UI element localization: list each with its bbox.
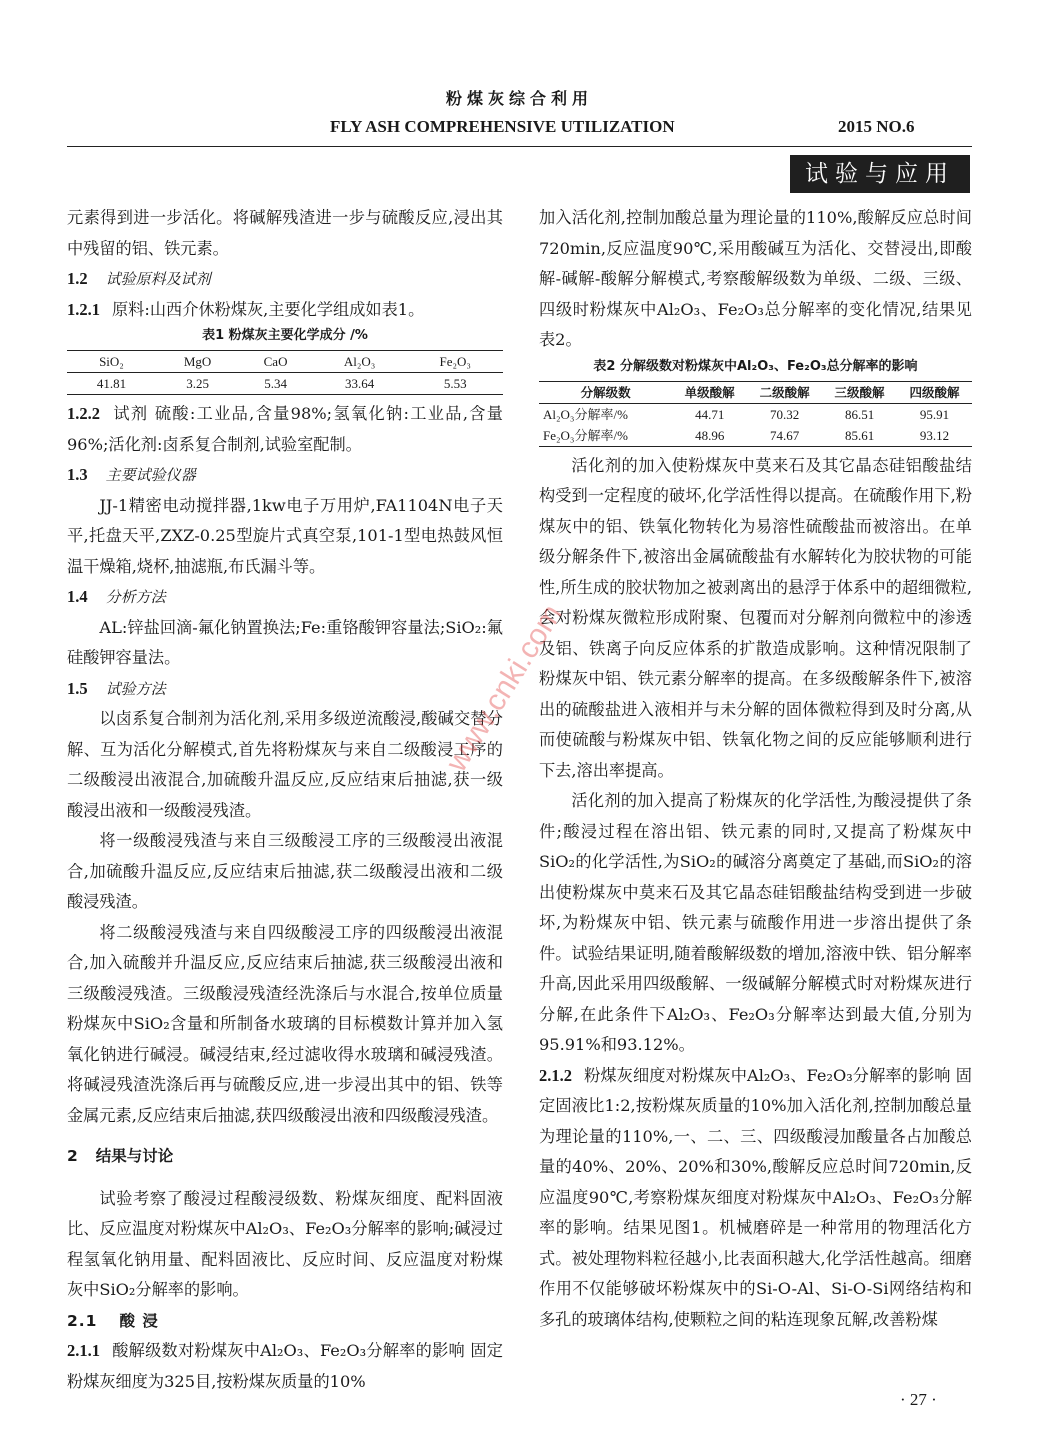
table-cell: 44.71 <box>695 406 725 422</box>
table-cell: 5.34 <box>264 376 287 391</box>
table-header: Fe₂O₃ <box>407 351 503 373</box>
table2 <box>539 381 972 447</box>
journal-title-en: FLY ASH COMPREHENSIVE UTILIZATION <box>330 117 675 136</box>
paragraph: 试验考察了酸浸过程酸浸级数、粉煤灰细度、配料固液比、反应温度对粉煤灰中Al₂O₃、Fe₂O₃分解率的影响;碱浸过程氢氧化钠用量、配料固液比、反应时间、反应温度对粉煤灰中SiO₂分解率的影响。 <box>67 1188 503 1299</box>
paragraph: 将一级酸浸残渣与来自三级酸浸工序的三级酸浸出液混合,加硫酸升温反应,反应结束后抽滤,获二级酸浸出液和二级酸浸残渣。 <box>67 831 503 911</box>
watermark: www.cnki.com <box>440 598 569 778</box>
table2-caption: 表2 分解级数对粉煤灰中Al₂O₃、Fe₂O₃总分解率的影响 <box>593 358 918 374</box>
table-row <box>539 403 972 425</box>
table-cell: 95.91 <box>919 406 950 422</box>
section-heading: 1.3 主要试验仪器 <box>67 465 196 484</box>
section-heading: 1.4 分析方法 <box>67 587 166 606</box>
right-column <box>539 203 972 1335</box>
page-number: · 27 · <box>900 1390 937 1409</box>
table-cell: 33.64 <box>344 376 375 391</box>
section-heading: 2.1 酸 浸 <box>67 1311 159 1330</box>
paragraph: 元素得到进一步活化。将碱解残渣进一步与硫酸反应,浸出其中残留的铝、铁元素。 <box>67 208 503 258</box>
paragraph: AL:锌盐回滴-氟化钠置换法;Fe:重铬酸钾容量法;SiO₂:氟硅酸钾容量法。 <box>67 617 503 667</box>
journal-title-cn: 粉煤灰综合利用 <box>445 89 593 108</box>
subsection: 1.2.1 原料:山西介休粉煤灰,主要化学组成如表1。 <box>67 299 425 319</box>
subsection: 2.1.2 粉煤灰细度对粉煤灰中Al₂O₃、Fe₂O₃分解率的影响 固定固液比1:2,按粉煤灰质量的10%加入活化剂,控制加酸总量为理论量的110%,一、二、三、四级酸浸加酸量各占加酸总量的40%、20%、20%和30%,酸解反应总时间720min,反应温度90℃,考察粉煤灰细度对粉煤灰中Al₂O₃、Fe₂O₃分解率的影响。结果见图1。机械磨碎是一种常用的物理活化方式。被处理物料粒径越小,比表面积越大,化学活性越高。细磨作用不仅能够破坏粉煤灰中的Si-O-Al、Si-O-Si网络结构和多孔的玻璃体结构,使颗粒之间的粘连现象瓦解,改善粉煤 <box>539 1065 972 1329</box>
table-header: 二级酸解 <box>747 381 822 403</box>
table-cell: Fe₂O₃分解率/% <box>543 427 628 443</box>
section-heading: 1.5 试验方法 <box>67 678 166 698</box>
paragraph: 活化剂的加入提高了粉煤灰的化学活性,为酸浸提供了条件;酸浸过程在溶出铝、铁元素的同时,又提高了粉煤灰中SiO₂的化学活性,为SiO₂的碱溶分离奠定了基础,而SiO₂的溶出使粉煤灰中莫来石及其它晶态硅铝酸盐结构受到进一步破坏,为粉煤灰中铝、铁元素与硫酸作用进一步溶出提供了条件。试验结果证明,随着酸解级数的增加,溶液中铁、铝分解率升高,因此采用四级酸解、一级碱解分解模式时对粉煤灰进行分解,在此条件下Al₂O₃、Fe₂O₃分解率达到最大值,分别为95.91%和93.12%。 <box>539 791 972 1054</box>
table-header: CaO <box>239 351 311 373</box>
section-tag: 试验与应用 <box>790 155 970 193</box>
table-cell: Al₂O₃分解率/% <box>543 406 628 422</box>
table-cell: 41.81 <box>96 376 127 391</box>
paragraph: 加入活化剂,控制加酸总量为理论量的110%,酸解反应总时间720min,反应温度90℃,采用酸碱互为活化、交替浸出,即酸解-碱解-酸解分解模式,考察酸解级数为单级、二级、三级、四级时粉煤灰中Al₂O₃、Fe₂O₃总分解率的变化情况,结果见表2。 <box>539 208 972 349</box>
table-cell: 74.67 <box>770 427 800 443</box>
table1 <box>67 350 503 395</box>
table-header: Al₂O₃ <box>312 351 408 373</box>
table-cell: 86.51 <box>844 406 875 422</box>
table1-caption: 表1 粉煤灰主要化学成分 /% <box>202 328 368 343</box>
issue-number: 2015 NO.6 <box>838 117 915 136</box>
section-heading: 1.2 试验原料及试剂 <box>67 269 211 288</box>
table-cell: 93.12 <box>919 427 950 443</box>
table-header: SiO₂ <box>67 351 156 373</box>
subsection: 1.2.2 试剂 硫酸:工业品,含量98%;氢氧化钠:工业品,含量96%;活化剂:卤系复合制剂,试验室配制。 <box>67 404 503 454</box>
table-cell: 5.53 <box>443 376 467 391</box>
table-header: 分解级数 <box>539 381 672 403</box>
paragraph: 活化剂的加入使粉煤灰中莫来石及其它晶态硅铝酸盐结构受到一定程度的破坏,化学活性得以提高。在硫酸作用下,粉煤灰中的铝、铁氧化物转化为易溶性硫酸盐而被溶出。在单级分解条件下,被溶出金属硫酸盐有水解转化为胶状物的可能性,所生成的胶状物加之被剥离出的悬浮于体系中的超细微粒,会对粉煤灰微粒形成附聚、包覆而对分解剂向微粒中的渗透及铝、铁离子向反应体系的扩散造成影响。这种情况限制了粉煤灰中铝、铁元素分解率的提高。在多级酸解条件下,被溶出的硫酸盐进入液相并与未分解的固体微粒得到及时分离,从而使硫酸与粉煤灰中铝、铁氧化物之间的反应能够顺利进行下去,溶出率提高。 <box>539 455 972 780</box>
table-row <box>539 425 972 447</box>
subsection: 2.1.1 酸解级数对粉煤灰中Al₂O₃、Fe₂O₃分解率的影响 固定粉煤灰细度为325目,按粉煤灰质量的10% <box>67 1341 503 1391</box>
section-heading: 2 结果与讨论 <box>67 1147 174 1165</box>
paragraph: 将二级酸浸残渣与来自四级酸浸工序的四级酸浸出液混合,加入硫酸并升温反应,反应结束后抽滤,获三级酸浸出液和三级酸浸残渣。三级酸浸残渣经洗涤后与水混合,按单位质量粉煤灰中SiO₂含量和所制备水玻璃的目标模数计算并加入氢氧化钠进行碱浸。碱浸结束,经过滤收得水玻璃和碱浸残渣。将碱浸残渣洗涤后再与硫酸反应,进一步浸出其中的铝、铁等金属元素,反应结束后抽滤,获四级酸浸出液和四级酸浸残渣。 <box>67 922 503 1125</box>
table-cell: 85.61 <box>844 427 875 443</box>
left-column <box>67 203 503 1397</box>
table-header: 四级酸解 <box>897 381 972 403</box>
table-cell: 48.96 <box>695 427 725 443</box>
table-header: 单级酸解 <box>672 381 747 403</box>
table-header: 三级酸解 <box>822 381 897 403</box>
table-header: MgO <box>156 351 239 373</box>
paragraph: JJ-1精密电动搅拌器,1kw电子万用炉,FA1104N电子天平,托盘天平,ZXZ-0.25型旋片式真空泵,101-1型电热鼓风恒温干燥箱,烧杯,抽滤瓶,布氏漏斗等。 <box>67 495 503 576</box>
table-cell: 70.32 <box>770 406 800 422</box>
table-cell: 3.25 <box>186 376 209 391</box>
paragraph: 以卤系复合制剂为活化剂,采用多级逆流酸浸,酸碱交替分解、互为活化分解模式,首先将粉煤灰与来自二级酸浸工序的二级酸浸出液混合,加硫酸升温反应,反应结束后抽滤,获一级酸浸出液和一级酸浸残渣。 <box>67 709 503 820</box>
header-rule <box>67 146 972 147</box>
